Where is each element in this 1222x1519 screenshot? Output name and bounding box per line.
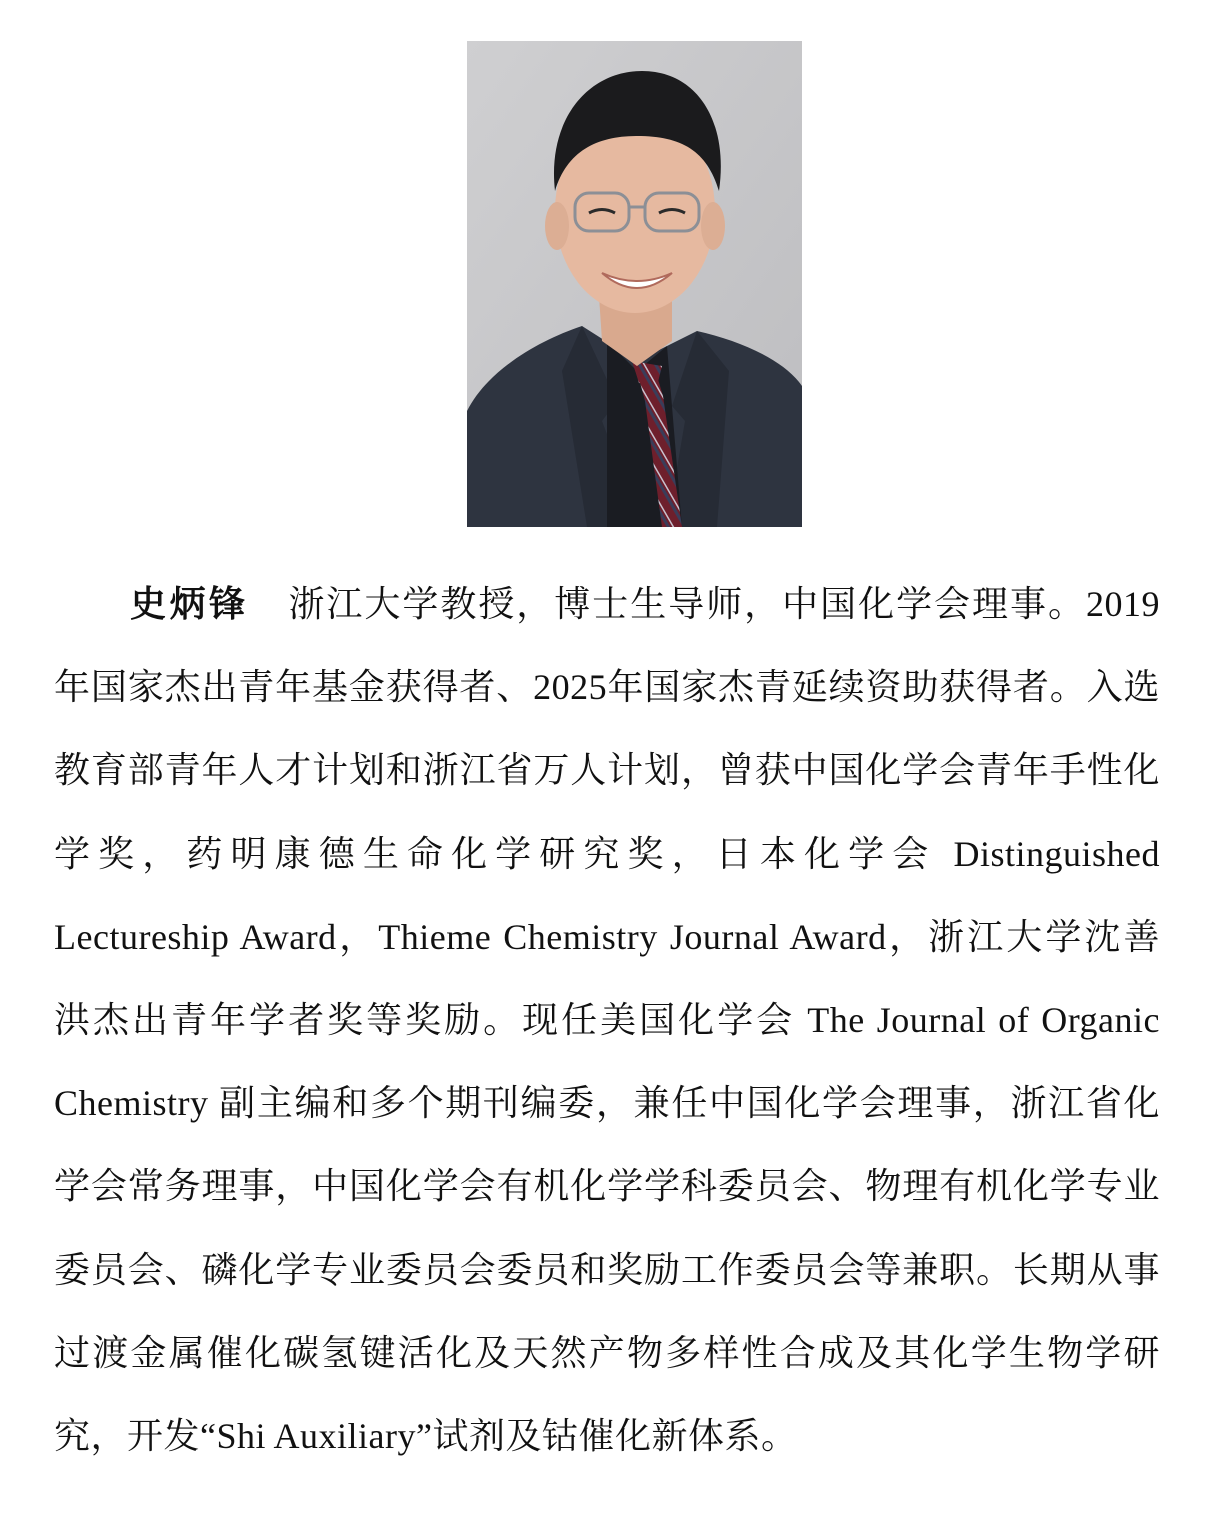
bio-text: 浙江大学教授，博士生导师，中国化学会理事。2019年国家杰出青年基金获得者、2025年国家杰青延续资助获得者。入选教育部青年人才计划和浙江省万人计划，曾获中国化学会青年手性化学奖，药明康德生命化学研究奖，日本化学会 Distinguished Lectureship Award，Thieme Chemistry Journal Award，浙江大学沈善洪杰出青年学者奖等奖励。现任美国化学会 The Journal of Organic Chemistry 副主编和多个期刊编委，兼任中国化学会理事，浙江省化学会常务理事，中国化学会有机化学学科委员会、物理有机化学专业委员会、磷化学专业委员会委员和奖励工作委员会等兼职。长期从事过渡金属催化碳氢键活化及天然产物多样性合成及其化学生物学研究，开发“Shi Auxiliary”试剂及钴催化新体系。	[54, 584, 1160, 1457]
portrait-illustration	[467, 41, 802, 527]
person-name: 史炳锋	[130, 584, 249, 625]
bio-paragraph	[54, 563, 1160, 1478]
portrait-photo	[467, 41, 802, 527]
